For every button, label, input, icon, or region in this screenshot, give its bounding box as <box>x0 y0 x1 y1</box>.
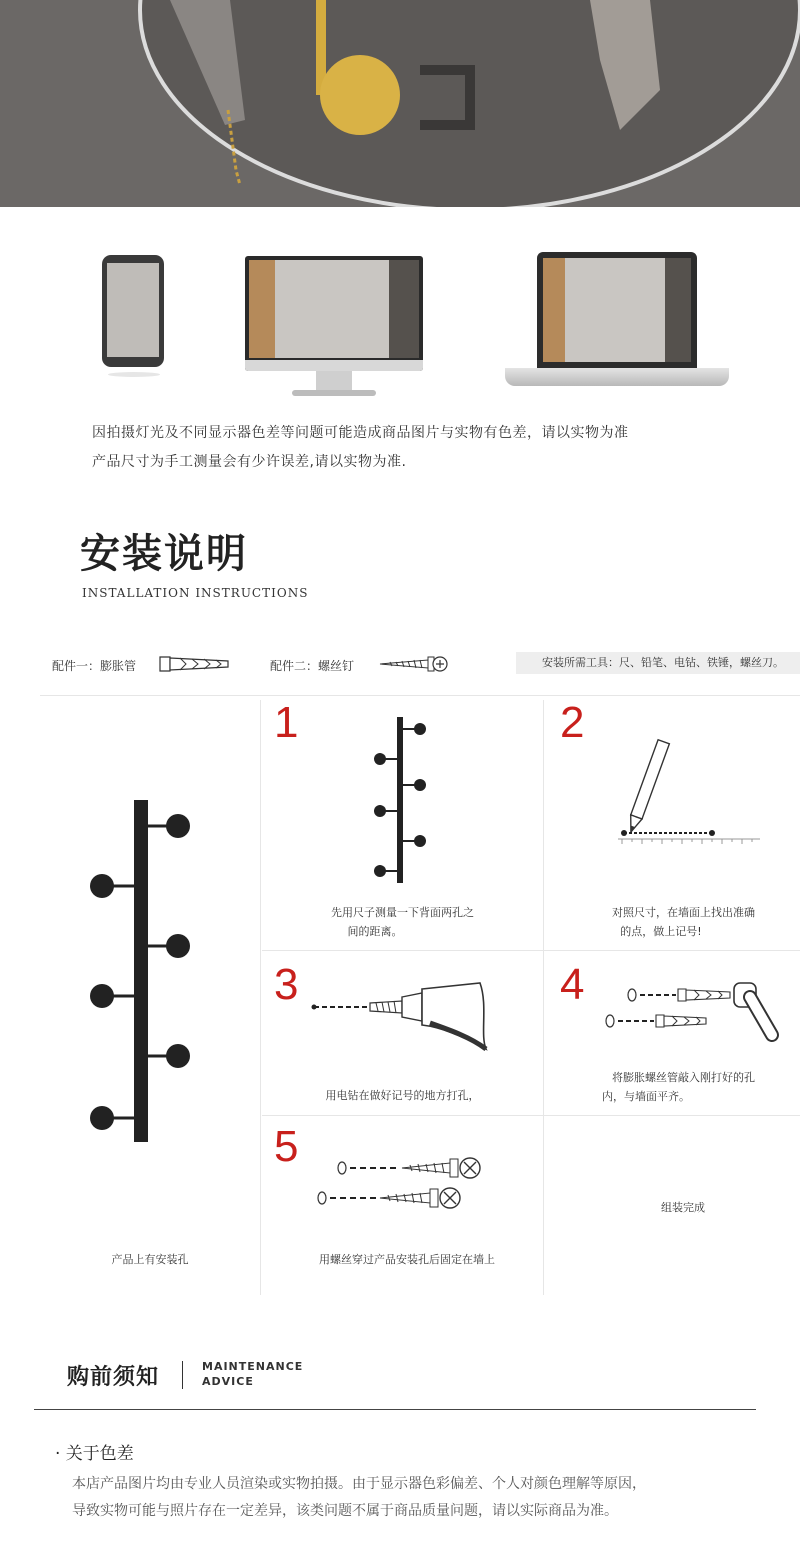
step-1-caption-line1: 先用尺子测量一下背面两孔之 <box>331 906 474 919</box>
hero-illustration <box>0 0 800 207</box>
maintenance-title-en-line2: ADVICE <box>202 1375 254 1388</box>
coat-rack-illustration <box>86 798 196 1144</box>
anchor-icon <box>158 652 230 676</box>
part2-label: 配件二：螺丝钉 <box>270 659 355 673</box>
pencil-ruler-icon <box>608 735 768 850</box>
phone-screen <box>107 263 159 357</box>
laptop-device <box>537 252 697 368</box>
drill-icon <box>310 975 490 1055</box>
step-3-number: 3 <box>274 960 299 1009</box>
color-difference-text-line2: 导致实物可能与照片存在一定差异，该类问题不属于商品质量问题，请以实际商品为准。 <box>72 1503 618 1519</box>
required-tools: 安装所需工具：尺、铅笔、电钻、铁锤，螺丝刀。 <box>516 652 800 674</box>
step-4-caption-line1: 将膨胀螺丝管敲入刚打好的孔 <box>612 1071 755 1084</box>
step-4-number: 4 <box>560 960 585 1009</box>
step-2-caption-line2: 的点，做上记号! <box>620 925 702 938</box>
color-difference-text-line1: 本店产品图片均由专业人员渲染或实物拍摄。由于显示器色彩偏差、个人对颜色理解等原因， <box>72 1476 646 1492</box>
anchor-hammer-icon <box>602 975 782 1045</box>
screw-icon <box>378 652 448 676</box>
color-difference-note: 因拍摄灯光及不同显示器色差等问题可能造成商品图片与实物有色差，请以实物为准 <box>92 425 629 441</box>
grid-hline-2 <box>262 1115 800 1116</box>
phone-device <box>102 255 164 367</box>
color-difference-heading: · 关于色差 <box>55 1444 134 1464</box>
monitor-stand <box>316 371 352 391</box>
part1-label: 配件一：膨胀管 <box>52 659 137 673</box>
grid-hline-1 <box>262 950 800 951</box>
maintenance-title-divider <box>182 1361 183 1389</box>
monitor-screen <box>249 260 419 358</box>
step-5-caption: 用螺丝穿过产品安装孔后固定在墙上 <box>319 1253 495 1266</box>
step-2-caption-line1: 对照尺寸，在墙面上找出准确 <box>612 906 755 919</box>
grid-vline-1 <box>260 700 261 1295</box>
step-5-number: 5 <box>274 1122 299 1171</box>
maintenance-title: 购前须知 <box>67 1365 160 1390</box>
installation-title: 安装说明 <box>80 530 248 577</box>
assembly-complete: 组装完成 <box>661 1201 705 1214</box>
monitor-base <box>292 390 376 396</box>
step-1-number: 1 <box>274 698 299 747</box>
installation-subtitle: INSTALLATION INSTRUCTIONS <box>82 586 309 600</box>
product-caption: 产品上有安装孔 <box>111 1253 189 1266</box>
screws-install-icon <box>310 1150 500 1220</box>
phone-shadow <box>108 372 160 377</box>
step-3-caption: 用电钻在做好记号的地方打孔， <box>325 1089 480 1102</box>
laptop-screen <box>543 258 691 362</box>
desktop-monitor <box>245 256 423 371</box>
size-error-note: 产品尺寸为手工测量会有少许误差,请以实物为准. <box>92 454 407 470</box>
step-2-number: 2 <box>560 698 585 747</box>
parts-divider <box>40 695 800 696</box>
maintenance-title-en-line1: MAINTENANCE <box>202 1360 304 1373</box>
laptop-base <box>505 368 729 386</box>
step-4-caption-line2: 内，与墙面平齐。 <box>602 1090 690 1103</box>
hero-photo <box>0 0 800 207</box>
step-1-caption-line2: 间的距离。 <box>347 925 403 938</box>
maintenance-divider <box>34 1409 756 1410</box>
step-1-rack-icon <box>370 715 430 885</box>
